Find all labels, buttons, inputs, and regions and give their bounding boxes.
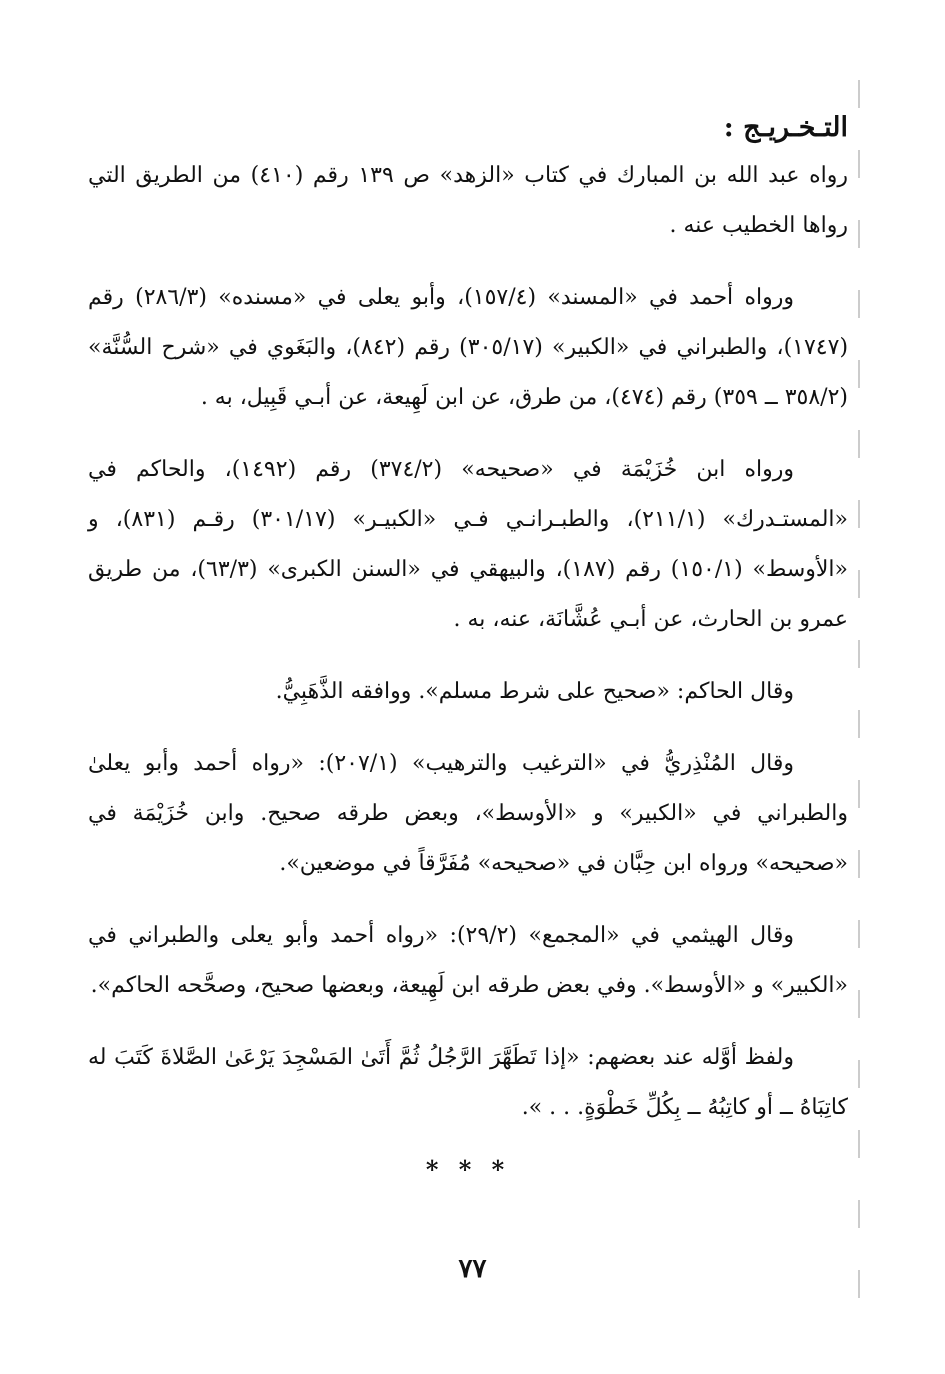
paragraph-4: وقال الحاكم: «صحيح على شرط مسلم». ووافقه الذَّهَبِيُّ. [275, 679, 794, 704]
margin-guide-marks [858, 80, 860, 1330]
paragraph-1: رواه عبد الله بن المبارك في كتاب «الزهد» ص ١٣٩ رقم (٤١٠) من الطريق التي رواها الخطيب عنه . [88, 163, 848, 238]
section-heading: التـخـريـج : [723, 112, 848, 143]
paragraph-6: وقال الهيثمي في «المجمع» (٢٩/٢): «رواه أحمد وأبو يعلى والطبراني في «الكبير» و «الأوسط». وفي بعض طرقه ابن لَهِيعة، وبعضها صحيح، وصحَّحه الحاكم». [88, 923, 848, 998]
section-separator: * * * [425, 1155, 511, 1184]
paragraph-5: وقال المُنْذِريُّ في «الترغيب والترهيب» (٢٠٧/١): «رواه أحمد وأبو يعلىٰ والطبراني في «الكبير» و «الأوسط»، وبعض طرقه صحيح. وابن خُزَيْمَة في «صحيحه» ورواه ابن حِبَّان في «صحيحه» مُفَرَّقاً في موضعين». [88, 751, 848, 876]
page-number: ٧٧ [458, 1254, 487, 1284]
document-page [88, 100, 848, 1300]
paragraph-3: ورواه ابن خُزَيْمَة في «صحيحه» (٣٧٤/٢) رقم (١٤٩٢)، والحاكم في «المستـدرك» (٢١١/١)، والطبـرانـي فـي «الكبيـر» (٣٠١/١٧) رقـم (٨٣١)، و «الأوسط» (١٥٠/١) رقم (١٨٧)، والبيهقي في «السنن الكبرى» (٦٣/٣)، من طريق عمرو بن الحارث، عن أبـي عُشَّانَة، عنه، به . [88, 457, 849, 632]
paragraph-7: ولفظ أوَّله عند بعضهم: «إذا تَطَهَّرَ الرَّجُلُ ثُمَّ أَتَىٰ المَسْجِدَ يَرْعَىٰ الصَّلاةَ كَتَبَ له كاتِبَاهُ ــ أو كاتِبُهُ ــ بِكُلِّ خَطْوَةٍ. . . ». [88, 1045, 848, 1120]
paragraph-2: ورواه أحمد في «المسند» (١٥٧/٤)، وأبو يعلى في «مسنده» (٢٨٦/٣) رقم (١٧٤٧)، والطبراني في «الكبير» (٣٠٥/١٧) رقم (٨٤٢)، والبَغَوي في «شرح السُّنَّة» (٣٥٨/٢ ــ ٣٥٩) رقم (٤٧٤)، من طرق، عن ابن لَهِيعة، عن أبـي قَبِيل، به . [88, 285, 849, 410]
